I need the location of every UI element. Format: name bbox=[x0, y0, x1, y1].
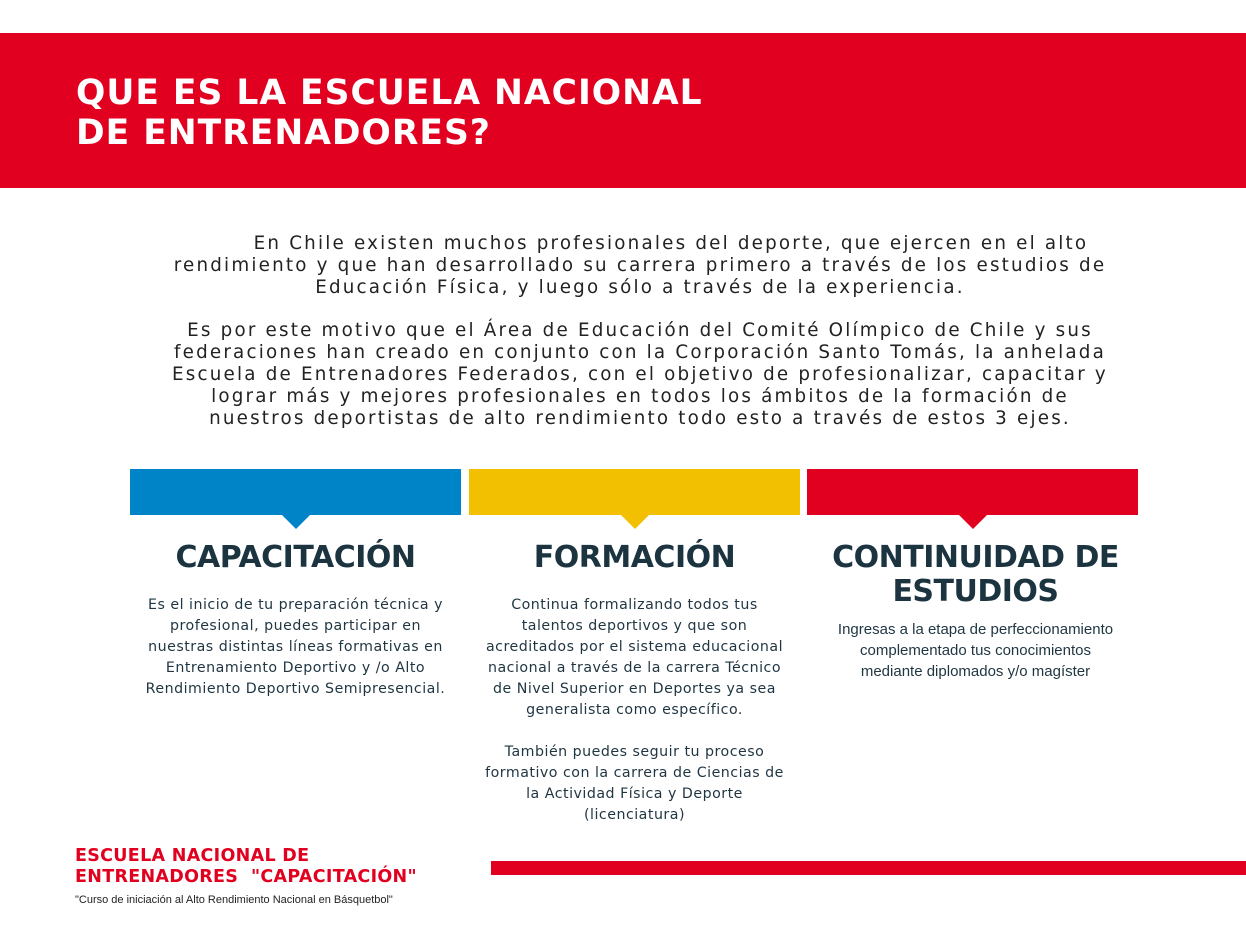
pillar-body-line: Es el inicio de tu preparación técnica y bbox=[148, 597, 443, 613]
intro-line: Educación Física, y luego sólo a través de la experiencia. bbox=[315, 277, 965, 298]
pillar-body-line: generalista como específico. bbox=[526, 702, 743, 718]
pillar-body-line: Continua formalizando todos tus bbox=[511, 597, 758, 613]
footer-title bbox=[75, 846, 417, 888]
page-title-line: DE ENTRENADORES? bbox=[76, 113, 491, 153]
intro-paragraph-1 bbox=[115, 233, 1165, 299]
pillar-title-line: CONTINUIDAD DE bbox=[832, 540, 1119, 575]
footer-title-line: ESCUELA NACIONAL DE bbox=[75, 846, 310, 866]
pillar-bar-formacion bbox=[469, 469, 800, 515]
pillar-body-line: Entrenamiento Deportivo y /o Alto bbox=[165, 660, 426, 676]
pillar-body-line: Ingresas a la etapa de perfeccionamiento bbox=[837, 621, 1114, 638]
intro-line: En Chile existen muchos profesionales del deporte, que ejercen en el alto bbox=[253, 233, 1089, 254]
page-title bbox=[76, 73, 703, 153]
pillar-body-line: de Nivel Superior en Deportes ya sea bbox=[493, 681, 776, 697]
pillar-title bbox=[125, 541, 466, 575]
pillar-bar-capacitacion bbox=[130, 469, 461, 515]
intro-paragraph-2 bbox=[115, 320, 1165, 430]
pillar-title bbox=[464, 541, 805, 575]
pillar-title-line: FORMACIÓN bbox=[533, 540, 736, 575]
pillar-body-line: nuestras distintas líneas formativas en bbox=[148, 639, 443, 655]
pillar-title bbox=[805, 541, 1146, 609]
intro-line: Escuela de Entrenadores Federados, con el objetivo de profesionalizar, capacitar y bbox=[172, 364, 1108, 385]
pillar-body-line: (licenciatura) bbox=[584, 807, 685, 823]
footer-divider bbox=[491, 861, 1246, 875]
intro-line: Es por este motivo que el Área de Educación del Comité Olímpico de Chile y sus bbox=[187, 320, 1093, 341]
pillar-description bbox=[805, 619, 1146, 682]
pillar-body-line: formativo con la carrera de Ciencias de bbox=[485, 765, 784, 781]
pillar-capacitacion bbox=[125, 541, 466, 700]
pillar-continuidad bbox=[805, 541, 1146, 682]
intro-line: nuestros deportistas de alto rendimiento todo esto a través de estos 3 ejes. bbox=[209, 408, 1071, 429]
pointer-arrow-icon bbox=[959, 515, 987, 529]
intro-line: rendimiento y que han desarrollado su carrera primero a través de los estudios de bbox=[173, 255, 1107, 276]
pillar-title-line: ESTUDIOS bbox=[892, 574, 1059, 609]
pillar-body-line: También puedes seguir tu proceso bbox=[504, 744, 765, 760]
pillar-description bbox=[125, 595, 466, 700]
page-title-line: QUE ES LA ESCUELA NACIONAL bbox=[76, 73, 703, 113]
pillar-body-line: Rendimiento Deportivo Semipresencial. bbox=[145, 681, 446, 697]
pillar-bar-continuidad bbox=[807, 469, 1138, 515]
pointer-arrow-icon bbox=[621, 515, 649, 529]
pillar-formacion bbox=[464, 541, 805, 826]
pillar-body-line: mediante diplomados y/o magíster bbox=[860, 663, 1091, 680]
pillar-description bbox=[464, 595, 805, 826]
pillar-body-line: talentos deportivos y que son bbox=[521, 618, 748, 634]
footer-subtitle: "Curso de iniciación al Alto Rendimiento Nacional en Básquetbol" bbox=[75, 894, 393, 906]
pillar-title-line: CAPACITACIÓN bbox=[175, 540, 416, 575]
pillar-body-line: nacional a través de la carrera Técnico bbox=[487, 660, 781, 676]
paragraph-gap bbox=[464, 721, 805, 742]
intro-line: lograr más y mejores profesionales en todos los ámbitos de la formación de bbox=[211, 386, 1069, 407]
pillar-body-line: complementado tus conocimientos bbox=[860, 642, 1091, 659]
pillar-body-line: acreditados por el sistema educacional bbox=[485, 639, 784, 655]
intro-line: federaciones han creado en conjunto con la Corporación Santo Tomás, la anhelada bbox=[174, 342, 1106, 363]
footer-title-line: ENTRENADORES "CAPACITACIÓN" bbox=[75, 867, 417, 887]
pillar-body-line: profesional, puedes participar en bbox=[170, 618, 421, 634]
pillar-body-line: la Actividad Física y Deporte bbox=[526, 786, 743, 802]
pointer-arrow-icon bbox=[282, 515, 310, 529]
